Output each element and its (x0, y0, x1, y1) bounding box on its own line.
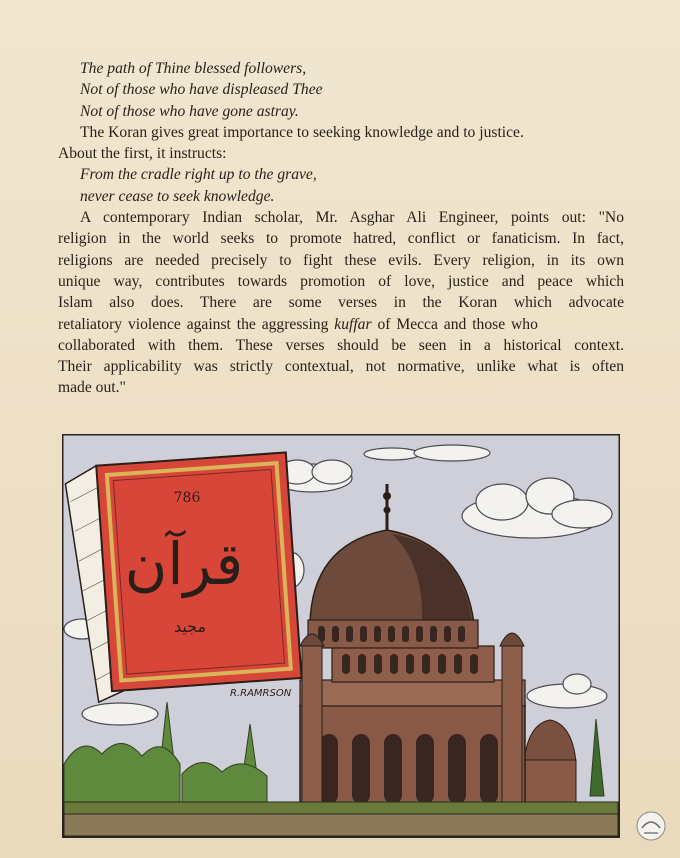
verse-line: From the cradle right up to the grave, (80, 166, 317, 184)
body-text (58, 58, 624, 399)
mosque-and-koran-illustration (62, 434, 620, 838)
paragraph-line: religions are needed precisely to fight these evils. Every religion, in its own (58, 251, 624, 269)
book-title: قرآن (124, 530, 244, 598)
verse-line: Not of those who have gone astray. (80, 102, 299, 120)
paragraph-line: religion in the world seeks to promote hatred, conflict or fanaticism. In fact, (58, 230, 624, 248)
paragraph-line: collaborated with them. These verses should be seen in a historical context. (58, 336, 624, 354)
paragraph-line: The Koran gives great importance to seeking knowledge and to justice. (80, 123, 524, 141)
book-number: 786 (173, 490, 201, 506)
paragraph-line: About the first, it instructs: (58, 145, 227, 163)
paragraph-line: unique way, contributes towards promotion of love, justice and peace which (58, 272, 624, 290)
paragraph-line: Their applicability was strictly contextual, not normative, unlike what is often (58, 358, 624, 376)
italic-term: kuffar (334, 315, 372, 333)
paragraph-line: Islam also does. There are some verses in the Koran which advocate (58, 294, 624, 312)
publisher-logo-icon (632, 810, 670, 842)
book-subtitle: مجيد (173, 617, 207, 636)
verse-line: never cease to seek knowledge. (80, 187, 275, 205)
paragraph-line: A contemporary Indian scholar, Mr. Asghar Ali Engineer, points out: "No (80, 209, 624, 227)
verse-line: Not of those who have displeased Thee (80, 81, 323, 99)
illustration-drawing (62, 434, 620, 838)
base-wall (64, 814, 618, 836)
paragraph-line: made out." (58, 379, 126, 397)
verse-line: The path of Thine blessed followers, (80, 60, 307, 77)
ground (64, 802, 618, 814)
artist-signature: R.RAMRSON (230, 688, 292, 699)
line-part: of Mecca and those who (371, 315, 538, 333)
line-part: retaliatory violence against the aggressing (58, 315, 335, 333)
paragraph-line (58, 314, 624, 335)
